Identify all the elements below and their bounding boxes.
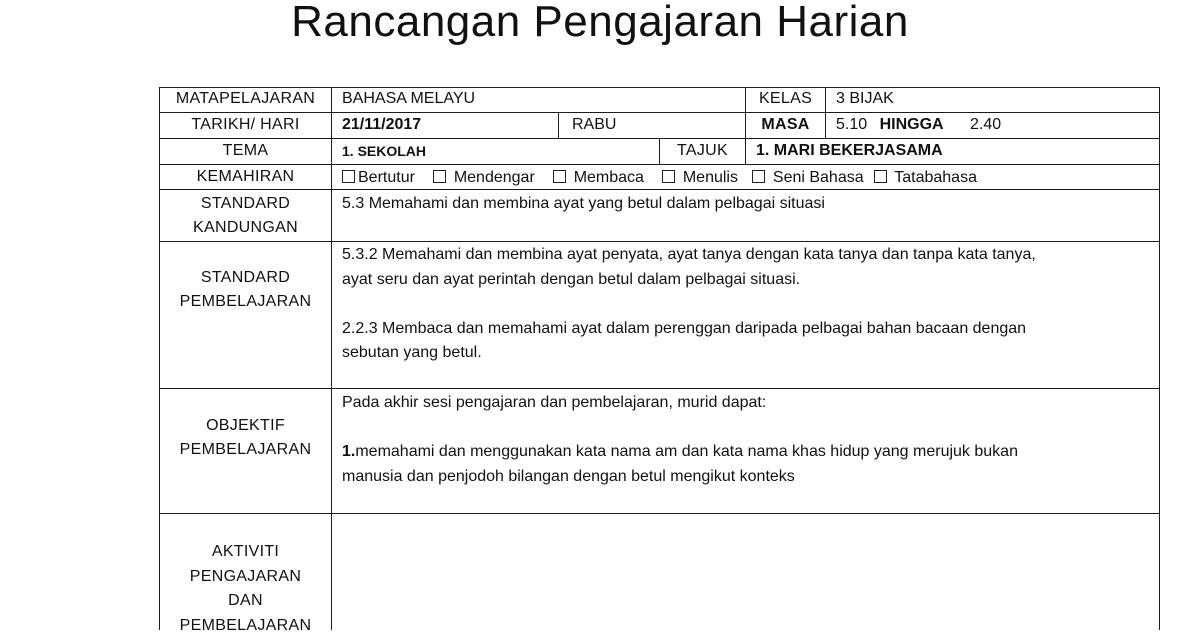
skill-bertutur[interactable]: Bertutur [342, 167, 415, 189]
checkbox-icon [553, 170, 566, 183]
skill-membaca[interactable]: Membaca [553, 167, 644, 189]
label-tajuk: TAJUK [677, 142, 728, 159]
label-masa: MASA [761, 116, 810, 133]
label-tema: TEMA [222, 142, 269, 159]
value-matapelajaran: BAHASA MELAYU [342, 90, 476, 107]
checkbox-icon [662, 170, 675, 183]
label-tarikh-hari: TARIKH/ HARI [191, 116, 300, 133]
value-standard-pembelajaran: 5.3.2 Memahami dan membina ayat penyata, ayat tanya dengan kata tanya dan tanpa kata tanya, ayat seru dan ayat perintah dengan betul dalam pelbagai situasi. 2.2.3 Membaca dan memahami ayat dalam perenggan daripada pelbagai bahan bacaan dengan sebutan yang betul. [342, 246, 1036, 361]
checkbox-icon [752, 170, 765, 183]
skill-mendengar[interactable]: Mendengar [433, 167, 534, 189]
value-hari: RABU [572, 116, 617, 133]
checkbox-icon [342, 170, 355, 183]
value-kelas: 3 BIJAK [836, 90, 894, 107]
label-objektif: OBJEKTIF PEMBELAJARAN [179, 417, 312, 458]
label-standard-pembelajaran: STANDARD PEMBELAJARAN [179, 269, 312, 310]
kemahiran-options [342, 167, 1157, 189]
checkbox-icon [874, 170, 887, 183]
value-standard-kandungan: 5.3 Memahami dan membina ayat yang betul dalam pelbagai situasi [342, 195, 825, 212]
value-masa [836, 114, 1156, 136]
skill-seni-bahasa[interactable]: Seni Bahasa [752, 167, 863, 189]
label-standard-kandungan: STANDARD KANDUNGAN [193, 195, 298, 236]
value-aktiviti[interactable] [332, 514, 1159, 630]
checkbox-icon [433, 170, 446, 183]
value-tema: 1. SEKOLAH [342, 143, 427, 159]
value-tarikh: 21/11/2017 [342, 116, 422, 133]
page-title: Rancangan Pengajaran Harian [291, 0, 909, 46]
masa-hingga: HINGGA [879, 116, 944, 133]
masa-start: 5.10 [836, 116, 868, 133]
skill-menulis[interactable]: Menulis [662, 167, 738, 189]
skill-tatabahasa[interactable]: Tatabahasa [874, 167, 977, 189]
label-kemahiran: KEMAHIRAN [196, 168, 295, 185]
value-tajuk: 1. MARI BEKERJASAMA [756, 142, 943, 159]
label-matapelajaran: MATAPELAJARAN [175, 90, 316, 107]
label-aktiviti: AKTIVITI PENGAJARAN DAN PEMBELAJARAN [179, 543, 312, 634]
masa-end: 2.40 [970, 116, 1002, 133]
value-objektif: Pada akhir sesi pengajaran dan pembelajaran, murid dapat: 1.memahami dan menggunakan kata nama am dan kata nama khas hidup yang merujuk bukan manusia dan penjodoh bilangan dengan betul mengikut konteks [342, 394, 1018, 485]
label-kelas: KELAS [758, 90, 813, 107]
